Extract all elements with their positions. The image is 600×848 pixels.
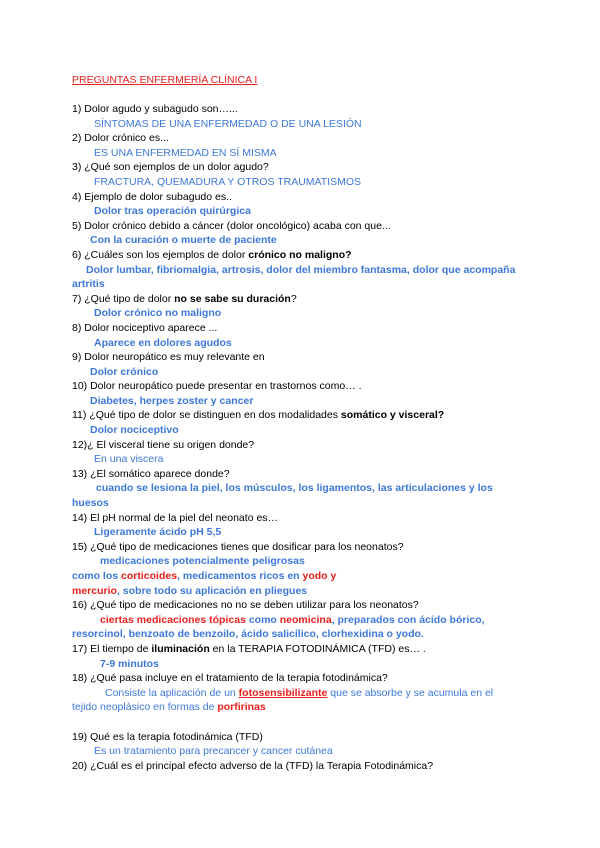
answer-18-text-b: que se absorbe y se acumula en el [327,686,494,699]
question-19: 19) Qué es la terapia fotodinámica (TFD) [72,730,263,743]
answer-18-text-a: Consiste la aplicación de un [105,686,239,699]
question-11-text: 11) ¿Qué tipo de dolor se distinguen en dos modalidades [72,409,341,422]
question-14: 14) El pH normal de la piel del neonato es… [72,511,279,524]
question-7-text: 7) ¿Qué tipo de dolor [72,292,175,305]
answer-16-neomicina: neomicina [279,613,332,626]
question-18: 18) ¿Qué pasa incluye en el tratamiento de la terapia fotodinámica? [72,672,388,685]
question-12: 12)¿ El visceral tiene su origen donde? [72,438,255,451]
question-17 [72,642,532,657]
answer-15-line-1: medicaciones potencialmente peligrosas [100,555,305,568]
answer-3: FRACTURA, QUEMADURA Y OTROS TRAUMATISMOS [94,175,362,188]
answer-18-line-2 [72,700,532,715]
blank-line [72,715,532,730]
answer-16-line-1 [72,613,532,628]
question-6-bold: crónico no maligno? [248,248,352,261]
answer-5: Con la curación o muerte de paciente [90,234,277,247]
answer-6: Dolor lumbar, fibriomalgia, artrosis, dolor del miembro fantasma, dolor que acompaña artritis [72,263,516,291]
answer-18-line-1 [72,686,532,701]
answer-11: Dolor nociceptivo [90,424,179,437]
question-7-end: ? [290,292,297,305]
answer-18-text-c: tejido neoplásico en formas de [72,701,218,714]
answer-14: Ligeramente ácido pH 5,5 [94,526,222,539]
question-9: 9) Dolor neuropático es muy relevante en [72,351,265,364]
question-17-end: en la TERAPIA FOTODINÁMICA (TFD) es… . [209,642,426,655]
answer-16-topicas: ciertas medicaciones tópicas [100,613,246,626]
question-3: 3) ¿Qué son ejemplos de un dolor agudo? [72,161,269,174]
question-17-bold: iluminación [151,642,210,655]
question-8: 8) Dolor nociceptivo aparece ... [72,321,218,334]
answer-9: Dolor crónico [90,365,159,378]
answer-7: Dolor crónico no maligno [94,307,222,320]
question-7-bold: no se sabe su duración [174,292,291,305]
answer-15-line-2 [72,569,532,584]
answer-8: Aparece en dolores agudos [94,336,232,349]
answer-15-mercurio: mercurio [72,584,117,597]
answer-15-line-3 [72,584,532,599]
answer-16-text-b: , preparados con ácido bórico, [331,613,485,626]
question-4: 4) Ejemplo de dolor subagudo es.. [72,190,232,203]
answer-16-line-2: resorcinol, benzoato de benzoilo, ácido salicílico, clorhexidina o yodo. [72,628,424,641]
question-7 [72,292,532,307]
answer-2: ES UNA ENFERMEDAD EN SÍ MISMA [94,146,277,159]
question-13: 13) ¿El somático aparece donde? [72,467,230,480]
question-20: 20) ¿Cuál es el principal efecto adverso de la (TFD) la Terapia Fotodinámica? [72,759,434,772]
question-6 [72,248,532,263]
question-2: 2) Dolor crónico es... [72,132,169,145]
answer-15-text-b: , medicamentos ricos en [177,570,303,582]
answer-16-text-a: como [245,613,280,626]
answer-13: cuando se lesiona la piel, los músculos, los ligamentos, las articulaciones y los huesos [72,482,493,510]
question-6-text: 6) ¿Cuáles son los ejemplos de dolor [72,248,249,261]
answer-15-text-a: como los [72,570,122,582]
answer-1: SÍNTOMAS DE UNA ENFERMEDAD O DE UNA LESIÓN [94,117,362,130]
answer-19: Es un tratamiento para precancer y cancer cutánea [94,745,333,758]
answer-4: Dolor tras operación quirúrgica [94,205,251,218]
question-11-bold: somático y visceral? [340,409,445,422]
answer-10: Diabetes, herpes zoster y cancer [90,394,254,407]
question-11 [72,408,532,423]
answer-15-corticoides: corticoides [121,570,178,582]
answer-15-yodo: yodo y [302,570,337,582]
answer-18-porfirinas: porfirinas [217,701,266,714]
question-16: 16) ¿Qué tipo de medicaciones no no se deben utilizar para los neonatos? [72,599,419,612]
question-17-text: 17) El tiempo de [72,642,152,655]
answer-17: 7-9 minutos [100,657,159,670]
document-title: PREGUNTAS ENFERMERÍA CLÍNICA I [72,74,258,86]
question-10: 10) Dolor neuropático puede presentar en trastornos como… . [72,380,362,393]
question-15: 15) ¿Qué tipo de medicaciones tienes que dosificar para los neonatos? [72,540,404,553]
question-1: 1) Dolor agudo y subagudo son…... [72,103,238,115]
question-list [72,102,532,773]
answer-15-text-c: , sobre todo su aplicación en pliegues [116,584,308,597]
question-5: 5) Dolor crónico debido a cáncer (dolor oncológico) acaba con que... [72,219,391,232]
answer-18-fotosensibilizante: fotosensibilizante [238,686,328,699]
answer-12: En una viscera [94,453,164,466]
